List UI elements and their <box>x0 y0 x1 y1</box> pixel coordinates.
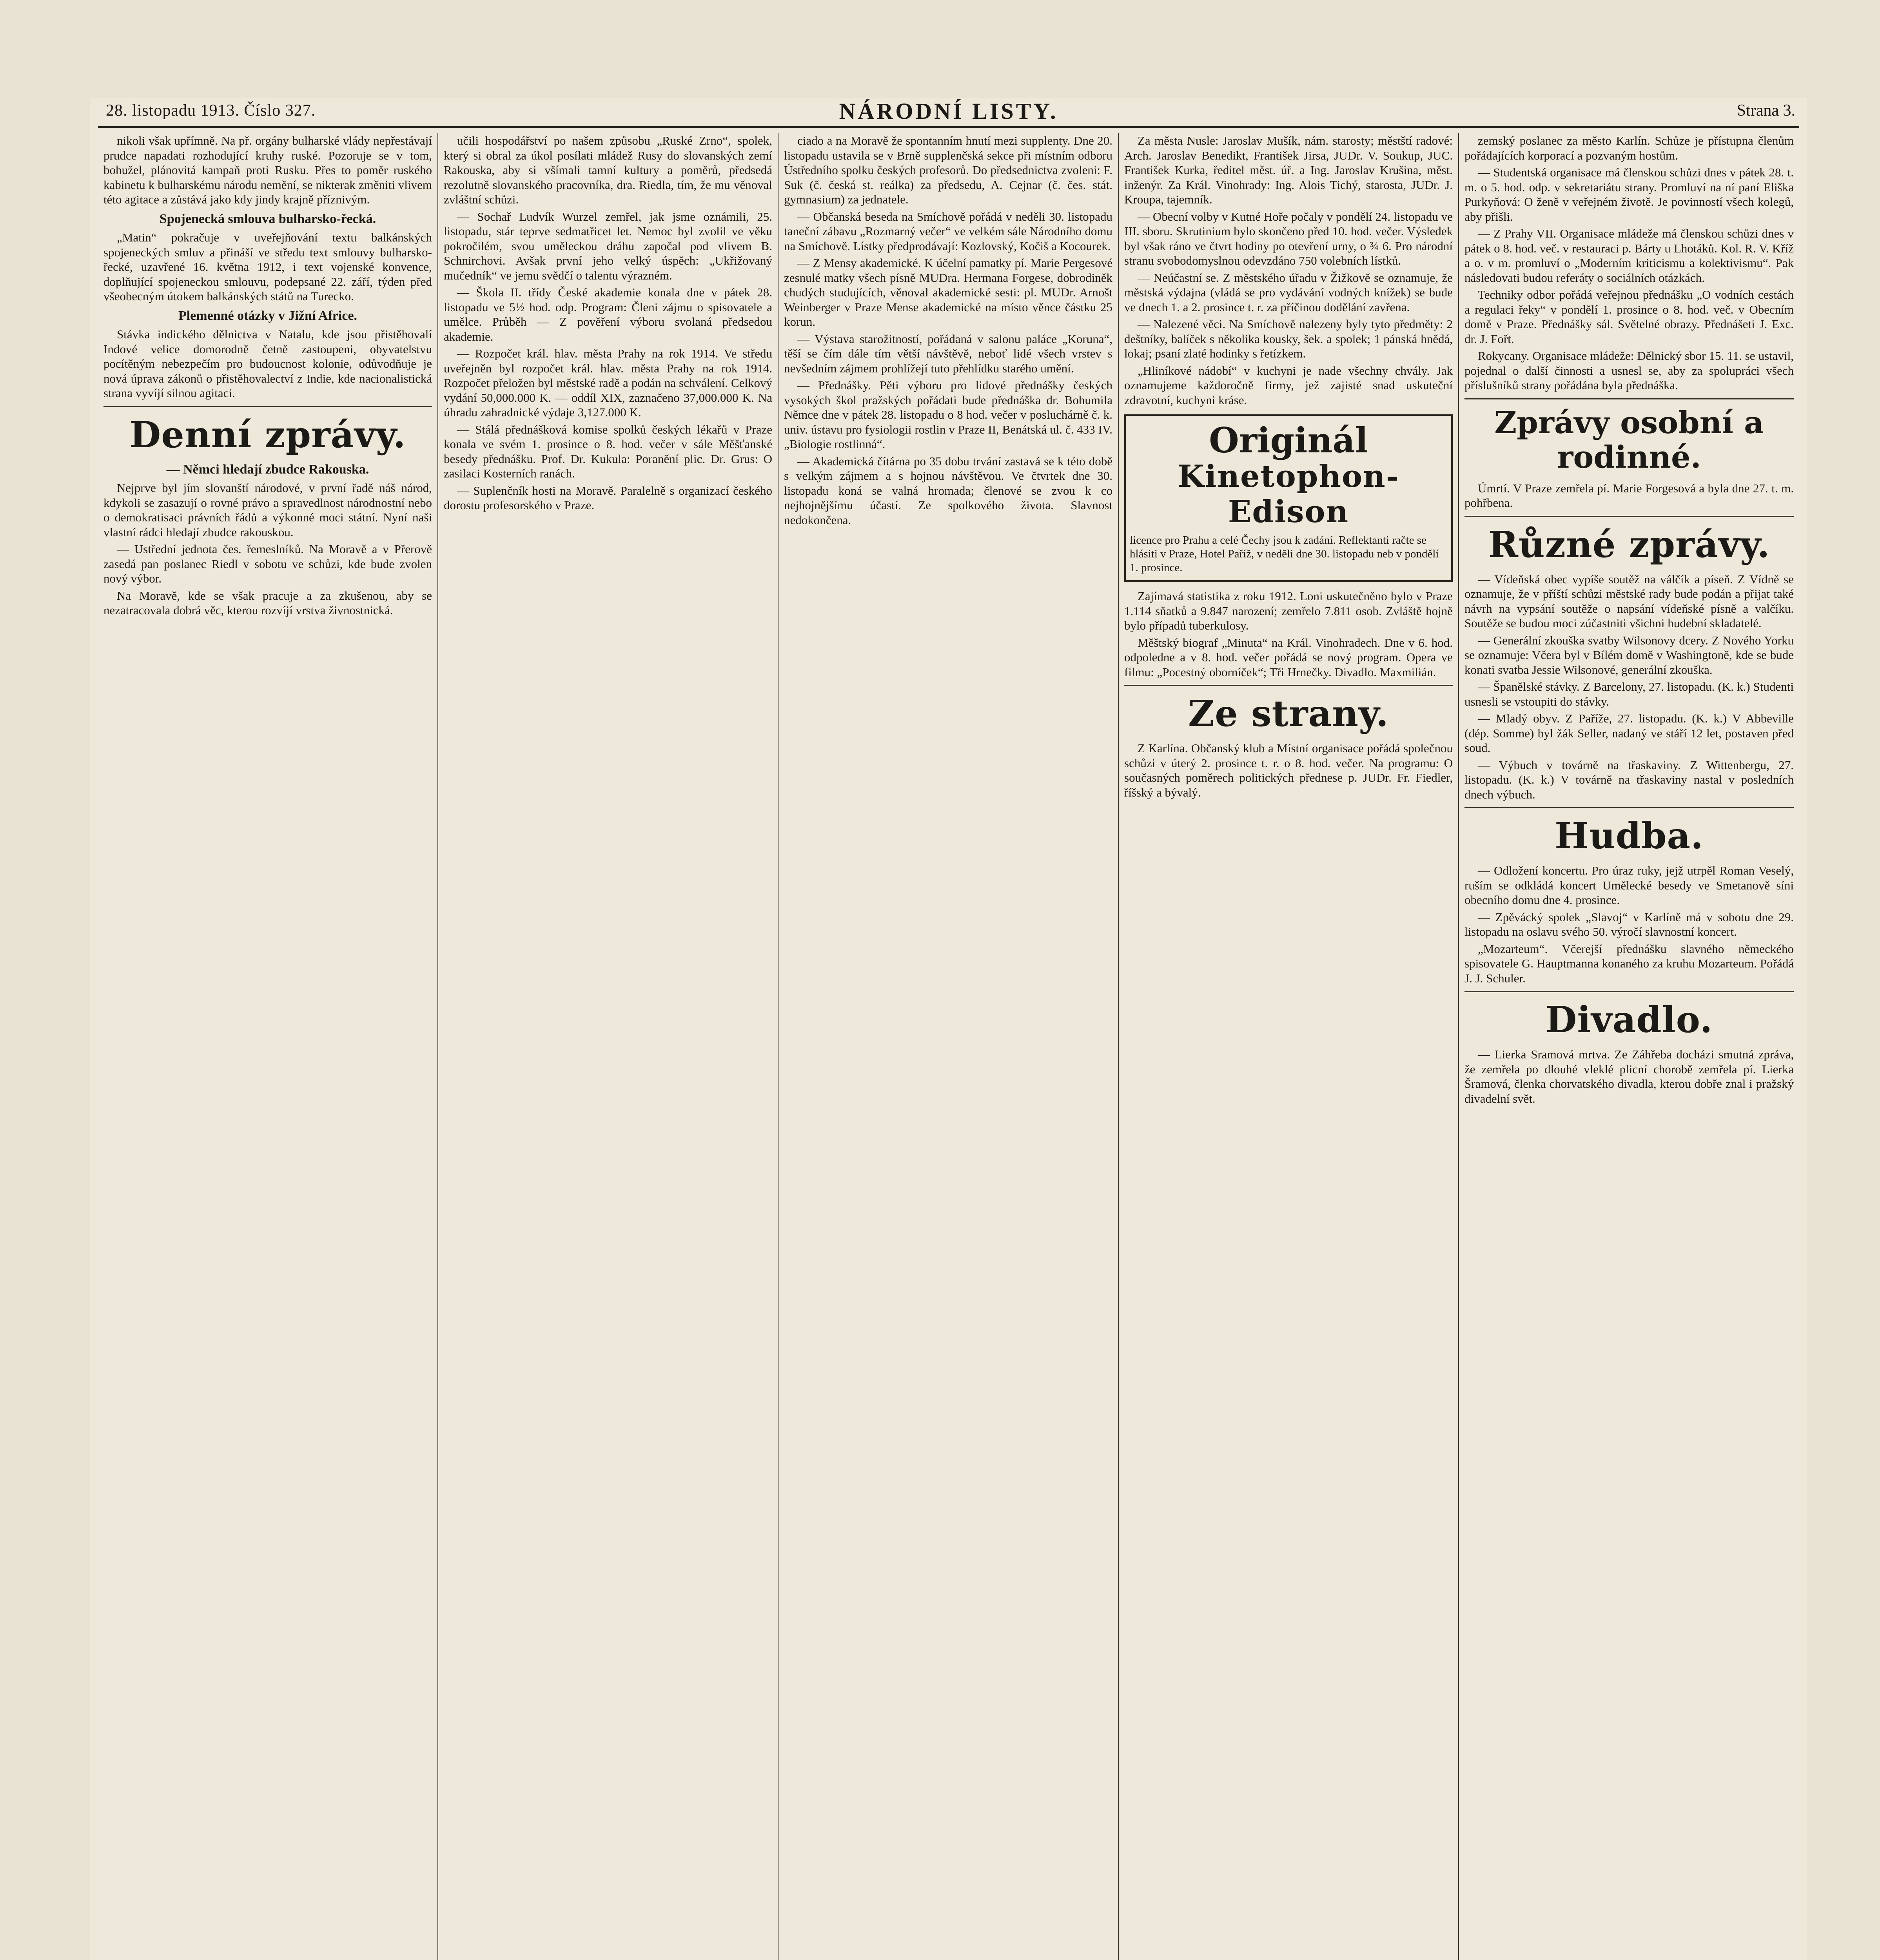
article-paragraph: Zajímavá statistika z roku 1912. Loni uskutečněno bylo v Praze 1.114 sňatků a 9.847 narození; zemřelo 7.811 osob. Zvláště hojně bylo případů tuberkulosy. <box>1124 589 1453 632</box>
article-paragraph: — Škola II. třídy České akademie konala dne v pátek 28. listopadu ve 5½ hod. odp. Program: Členi zájmu o spisovatele a umělce. Průběh — Z pověření výboru svolaná předsedou akademie. <box>444 285 772 343</box>
article-paragraph: Techniky odbor pořádá veřejnou přednášku „O vodních cestách a regulaci řeky“ v pondělí 1. prosince o 8. hod. več. v Obecním domě v Praze. Přednášky sál. Světelné obrazy. Přednášeti J. Exc. dr. J. Fořt. <box>1464 288 1794 346</box>
article-paragraph: — Neúčastní se. Z městského úřadu v Žižkově se oznamuje, že městská výdajna (vládá se pro vydávání vodných knížek) se bude ve dnech 1. a 2. prosince t. r. za příčinou dodělání zavřena. <box>1124 270 1453 314</box>
article-paragraph: — Odložení koncertu. Pro úraz ruky, jejž utrpěl Roman Veselý, ruším se odkládá koncert Umělecké besedy ve Smetanově síni obecního domu dne 4. prosince. <box>1464 864 1794 907</box>
section-heading: Různé zprávy. <box>1488 523 1770 566</box>
article-paragraph: — Španělské stávky. Z Barcelony, 27. listopadu. (K. k.) Studenti usnesli se vstoupiti do stávky. <box>1464 680 1794 708</box>
columns <box>98 133 1799 1960</box>
article-paragraph: ciado a na Moravě že spontanním hnutí mezi supplenty. Dne 20. listopadu ustavila se v Brně supplenčská sekce při místním odboru Ústředního spolku českých profesorů. Do předsednictva zvoleni: F. Suk (č. česká st. reálka) za předsedu, A. Cejnar (č. čes. stát. gymnasium) za jednatele. <box>784 134 1112 206</box>
newspaper-page <box>90 98 1807 1960</box>
article-paragraph: — Lierka Sramová mrtva. Ze Záhřeba docházi smutná zpráva, že zemřela po dlouhé vleklé plicní chorobě zemřela pí. Lierka Šramová, členka chorvatského divadla, kterou dobře znal i pražský divadelní svět. <box>1464 1047 1794 1105</box>
article-paragraph: — Suplenčník hosti na Moravě. Paralelně s organizací českého dorostu profesorského v Praze. <box>444 483 772 512</box>
column-3 <box>778 133 1119 1960</box>
article-paragraph: — Akademická čítárna po 35 dobu trvání zastavá se k této době s velkým zájmem a s hojnou návštěvou. Ve čtvrtek dne 30. listopadu koná se valná hromada; členové se zvou k co nejhojnějšímu účastí. Ze spolkového života. Slavnost nedokončena. <box>784 454 1112 527</box>
article-paragraph: „Mozarteum“. Včerejší přednášku slavného německého spisovatele G. Hauptmanna konaného za kruhu Mozarteum. Pořádá J. J. Schuler. <box>1464 942 1794 985</box>
article-paragraph: Za města Nusle: Jaroslav Mušík, nám. starosty; městští radové: Arch. Jaroslav Benedikt, František Jirsa, JUDr. V. Soukup, JUC. František Kurka, ředitel měst. úř. a Ing. Jaroslav Krušina, měst. inženýr. Za Král. Vinohrady: Ing. Alois Tichý, starosta, JUDr. J. Kroupa, tajemník. <box>1124 134 1453 206</box>
article-paragraph: — Rozpočet král. hlav. města Prahy na rok 1914. Ve středu uveřejněn byl rozpočet král. hlav. města Prahy na rok 1914. Rozpočet přeložen byl městské radě a podán na schválení. Celkový vydání 50,000.000 K. — oddíl XIX, zaznačeno 37,000.000 K. Na úhradu zahradnické výdaje 3,127.000 K. <box>444 347 772 419</box>
column-5 <box>1459 133 1799 1960</box>
article-paragraph: — Z Prahy VII. Organisace mládeže má členskou schůzi dnes v pátek o 8. hod. več. v restauraci p. Bárty u Lhotáků. Kol. R. V. Kříž a o. v m. promluví o „Moderním kriticismu a kolektivismu“. Pak následovati budou referáty o sociálních otázkách. <box>1464 227 1794 285</box>
article-paragraph: Měštský biograf „Minuta“ na Král. Vinohradech. Dne v 6. hod. odpoledne a v 8. hod. večer pořádá se nový program. Opera ve filmu: „Pocestný oborníček“; Tři Hrnečky. Divadlo. Maxmilián. <box>1124 635 1453 679</box>
article-paragraph: — Zpěvácký spolek „Slavoj“ v Karlíně má v sobotu dne 29. listopadu na oslavu svého 50. výročí slavnostní koncert. <box>1464 910 1794 938</box>
article-paragraph: — Studentská organisace má členskou schůzi dnes v pátek 28. t. m. o 5. hod. odp. v sekretariátu strany. Promluví na ní paní Eliška Purkyňová: O ženě v veřejném životě. Je povinností všech kolegů, aby přišli. <box>1464 165 1794 223</box>
article-paragraph: Úmrtí. V Praze zemřela pí. Marie Forgesová a byla dne 27. t. m. pohřbena. <box>1464 481 1794 510</box>
article-paragraph: — Občanská beseda na Smíchově pořádá v neděli 30. listopadu taneční zábavu „Rozmarný večer“ ve velkém sále Národního domu na Smíchově. Lístky předprodávají: Kozlovský, Kočiš a Kocourek. <box>784 209 1112 253</box>
divider <box>103 406 432 407</box>
page-number: Strana 3. <box>1737 102 1795 120</box>
article-heading: Spojenecká smlouva bulharsko-řecká. <box>159 211 376 226</box>
article-paragraph: nikoli však upřímně. Na př. orgány bulharské vlády nepřestávají prudce napadati rozhodující kruhy ruské. Pozoruje se v tom, bohužel, plánovitá kampaň proti Rusku. Přes to poměr ruského kabinetu k bulharskému národu nemění, se nikterak změniti vlivem této agitace a zůstává jako kdy jindy krajně příznivým. <box>103 134 432 206</box>
article-paragraph: — Mladý obyv. Z Paříže, 27. listopadu. (K. k.) V Abbeville (dép. Somme) byl žák Seller, nadaný ve stáří 12 let, postaven před soud. <box>1464 711 1794 755</box>
section-heading: Ze strany. <box>1188 692 1389 735</box>
column-1 <box>98 133 438 1960</box>
divider <box>1464 807 1794 808</box>
section-heading: Divadlo. <box>1545 998 1713 1041</box>
article-paragraph: Nejprve byl jím slovanští národové, v první řadě náš národ, kdykoli se zasazují o rovné právo a spravedlnost národnostní nebo o demokratisaci právních řádů a výkonné moci státní. Nyní naši vlastní rádci hledají zbudce rakouskou. <box>103 481 432 539</box>
section-heading: Denní zprávy. <box>129 413 406 456</box>
article-paragraph: — Přednášky. Pěti výboru pro lidové přednášky českých vysokých škol pražských pořádati bude přednáška dr. Bohumila Němce dne v pátek 28. listopadu o 8 hod. večer v posluchárně č. k. univ. ústavu pro fysiologii rostlin v Praze II, Benátská ul. č. 433 IV. „Biologie rostlinná“. <box>784 378 1112 451</box>
article-paragraph: — Vídeňská obec vypíše soutěž na válčík a píseň. Z Vídně se oznamuje, že v příští schůzi městské rady bude podán a přijat také návrh na vypsání soutěže o napsání vídeňské písně a valčíku. Soutěže se budou moci zúčastniti všichni hudební skladatelé. <box>1464 572 1794 630</box>
article-paragraph: Stávka indického dělnictva v Natalu, kde jsou přistěhovalí Indové velice domorodně četně zastoupeni, obyvatelstvu pocítěným nebezpečím pro budoucnost kolonie, odůvodňuje je nová úprava zákonů o přistěhovalectví z Indie, kde nacionalistická strana vyvíjí silnou agitaci. <box>103 327 432 400</box>
article-heading: — Němci hledají zbudce Rakouska. <box>166 462 369 477</box>
article-paragraph: Z Karlína. Občanský klub a Místní organisace pořádá společnou schůzi v úterý 2. prosince t. r. o 8. hod. večer. Na programu: O současných poměrech politických přednese p. JUDr. Fr. Fiedler, říšský a bývalý. <box>1124 741 1453 799</box>
article-paragraph: — Nalezené věci. Na Smíchově nalezeny byly tyto předměty: 2 deštníky, balíček s několika kousky, šek. a spolek; 1 pánská hnědá, lokaj; psaní zlaté hodinky s řetízkem. <box>1124 317 1453 360</box>
divider <box>1464 398 1794 399</box>
article-paragraph: — Generální zkouška svatby Wilsonovy dcery. Z Nového Yorku se oznamuje: Včera byl v Bílém domě v Washingtoně, kde se bude konati svatba Jessie Wilsonové, generální zkouška. <box>1464 633 1794 677</box>
masthead <box>90 98 1807 122</box>
article-paragraph: zemský poslanec za město Karlín. Schůze je přístupna členům pořádajících korporací a pozvaným hostům. <box>1464 134 1794 162</box>
section-heading: Zprávy osobní a rodinné. <box>1494 405 1764 475</box>
divider <box>1124 685 1453 686</box>
divider <box>1464 991 1794 992</box>
article-paragraph: — Stálá přednášková komise spolků českých lékařů v Praze konala ve svém 1. prosince o 8. hod. večer v sále Měšťanské besedy přednášku. Prof. Dr. Kukula: Poranění plic. Dr. Grus: O zasilaci Kosterních ranách. <box>444 422 772 480</box>
header-rule <box>98 126 1799 128</box>
column-2 <box>438 133 778 1960</box>
article-paragraph: „Matin“ pokračuje v uveřejňování textu balkánských spojeneckých smluv a přináší ve středu text smlouvy bulharsko-řecké, uzavřené 16. května 1912, i text vojenské konvence, doplňující spojeneckou smlouvu, podepsané 22. září, týden před všeobecným útokem balkánských států na Turecko. <box>103 230 432 303</box>
newspaper-title: NÁRODNÍ LISTY. <box>839 98 1058 124</box>
article-paragraph: „Hliníkové nádobí“ v kuchyni je nade všechny chvály. Jak oznamujeme každoročně firmy, jež zajisté snad uskuteční zdravotní, kuchyni kráse. <box>1124 363 1453 407</box>
issue-date: 28. listopadu 1913. Číslo 327. <box>106 102 316 120</box>
article-heading: Plemenné otázky v Jižní Africe. <box>178 308 357 323</box>
article-paragraph: — Sochař Ludvík Wurzel zemřel, jak jsme oznámili, 25. listopadu, stár teprve sedmatřicet let. Nemoc byl zvolil ve věku pokročilém, svou uměleckou dráhu započal pod vlivem B. Schnirchovi. Avšak první jeho velký úspěch: „Ukřižovaný mučedník“ ve jemu svědčí o talentu výrazném. <box>444 209 772 282</box>
article-paragraph: — Ustřední jednota čes. řemeslníků. Na Moravě a v Přerově zasedá pan poslanec Riedl v sobotu ve schůzi, kde bude zvolen nový výbor. <box>103 542 432 585</box>
article-paragraph: učili hospodářství po našem způsobu „Ruské Zrno“, spolek, který si obral za úkol posílati mládež Rusy do slovanských zemí Rakouska, aby si všímali tamní kultury a poměrů, předsedá rezolutně slovanského pracovníka, dra. Riedla, tím, že mu věnoval zvláštní schůzi. <box>444 134 772 206</box>
column-4 <box>1119 133 1459 1960</box>
article-paragraph: Na Moravě, kde se však pracuje a za zkušenou, aby se nezatracovala dobrá věc, kterou rozvíjí vrstva živnostnická. <box>103 588 432 617</box>
ad-text: licence pro Prahu a celé Čechy jsou k zadání. Reflektanti račte se hlásiti v Praze, Hotel Paříž, v neděli dne 30. listopadu neb v pondělí 1. prosince. <box>1130 534 1439 574</box>
article-paragraph: Rokycany. Organisace mládeže: Dělnický sbor 15. 11. se ustavil, pojednal o další činnosti a usnesl se, aby za spolupráci všech příslušníků strany pořádána byla přednáška. <box>1464 349 1794 392</box>
divider <box>1464 516 1794 517</box>
article-paragraph: — Obecní volby v Kutné Hoře počaly v pondělí 24. listopadu ve III. sboru. Skrutinium bylo skončeno před 10. hod. večer. Výsledek byl však ráno ve čtvrt hodiny po otevření urny, o ¾ 6. Pro národní stranu svobodomyslnou odevzdáno 750 volebních lístků. <box>1124 209 1453 267</box>
ad-title: Originál <box>1209 420 1368 461</box>
article-paragraph: — Výstava starožitností, pořádaná v salonu paláce „Koruna“, těší se čím dále tím větší návštěvě, neboť lidé všech vrstev s nevšedním zájmem prohlížejí tuto přehlídku starého umění. <box>784 332 1112 375</box>
ad-subtitle: Kinetophon-Edison <box>1177 459 1400 530</box>
article-paragraph: — Výbuch v továrně na třaskaviny. Z Wittenbergu, 27. listopadu. (K. k.) V továrně na třaskaviny nastal v posledních dnech výbuch. <box>1464 758 1794 801</box>
section-heading: Hudba. <box>1554 815 1704 857</box>
advertisement <box>1124 414 1453 582</box>
article-paragraph: — Z Mensy akademické. K účelní pamatky pí. Marie Pergesové zesnulé matky všech písně MUDra. Hermana Forgese, dobrodiněk chudých studujících, věnoval akademické sesti: pl. MUDr. Arnošt Weinberger v Praze Mense akademické na místo věnce částku 25 korun. <box>784 256 1112 328</box>
